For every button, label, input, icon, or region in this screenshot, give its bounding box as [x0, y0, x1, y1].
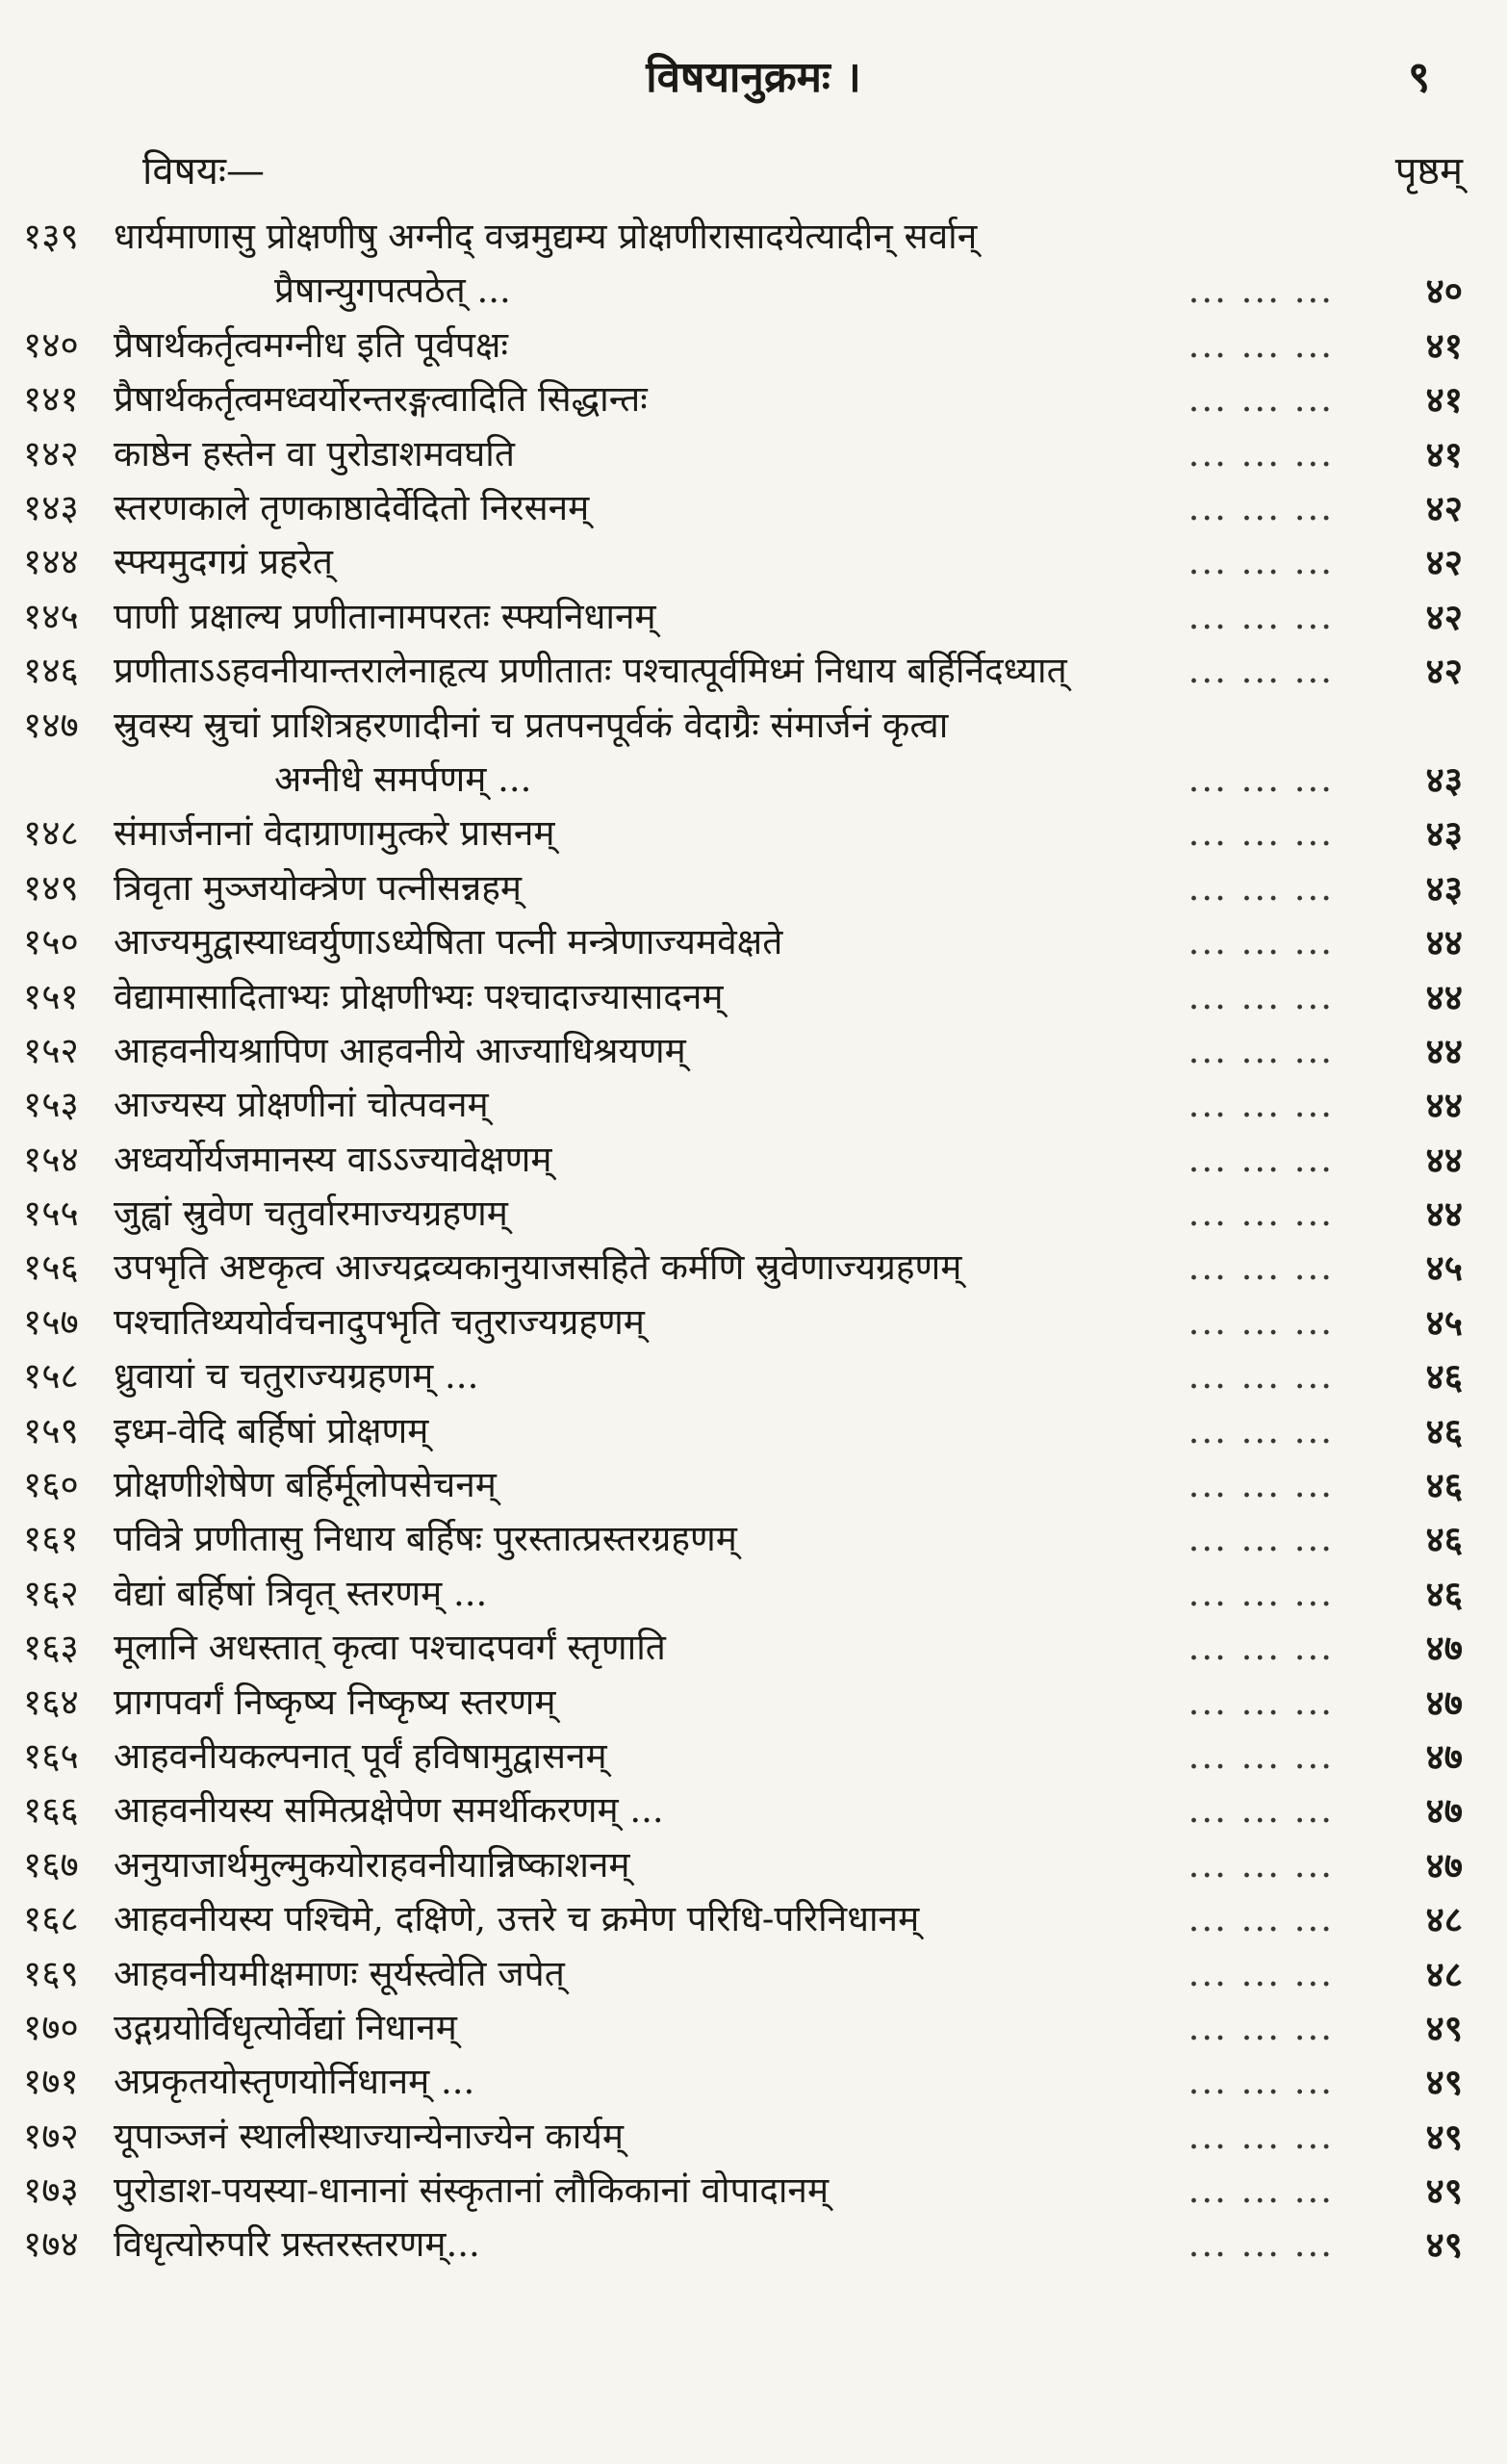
entry-title: पाणी प्रक्षाल्य प्रणीतानामपरतः स्फ्यनिधानम् — [114, 595, 656, 637]
entry-title: अनुयाजार्थमुल्मुकयोराहवनीयान्निष्काशनम् — [114, 1843, 630, 1886]
entry-title: आहवनीयमीक्षमाणः सूर्यस्त्वेति जपेत् — [114, 1952, 565, 1994]
leader-dots: ... ... ... — [1188, 1572, 1334, 1614]
contents-list — [0, 210, 1507, 2272]
leader-dots: ... ... ... — [1188, 1409, 1334, 1451]
contents-entry — [0, 481, 1507, 535]
contents-entry — [0, 1187, 1507, 1241]
entry-title: स्रुवस्य स्रुचां प्राशित्रहरणादीनां च प्रतपनपूर्वकं वेदाग्रैः संमार्जनं कृत्वा — [114, 704, 949, 746]
page-header — [0, 37, 1507, 114]
contents-entry — [0, 1567, 1507, 1621]
entry-number: १७४ — [23, 2223, 79, 2266]
entry-title: प्रोक्षणीशेषेण बर्हिर्मूलोपसेचनम् — [114, 1464, 497, 1506]
entry-page: ४३ — [1425, 812, 1463, 856]
contents-entry — [0, 915, 1507, 969]
entry-number: १७२ — [23, 2115, 79, 2157]
entry-page: ४६ — [1425, 1518, 1463, 1561]
entry-title: आहवनीयस्य समित्प्रक्षेपेण समर्थीकरणम् ... — [114, 1789, 664, 1832]
entry-title: वेद्यां बर्हिषां त्रिवृत् स्तरणम् ... — [114, 1572, 488, 1614]
entry-title: आज्यमुद्वास्याध्वर्युणाऽध्येषिता पत्नी मन्त्रेणाज्यमवेक्षते — [114, 921, 783, 963]
entry-title: पश्चातिथ्ययोर्वचनादुपभृति चतुराज्यग्रहणम् — [114, 1300, 645, 1343]
entry-title-continued: प्रैषान्युगपत्पठेत् ... — [274, 270, 511, 311]
entry-number: १६६ — [23, 1789, 79, 1832]
entry-title: त्रिवृता मुञ्जयोक्त्रेण पत्नीसन्नहम् — [114, 866, 522, 909]
entry-number: १४४ — [23, 541, 79, 583]
entry-page: ४४ — [1425, 1193, 1463, 1236]
entry-page: ४९ — [1425, 2169, 1463, 2213]
entry-page: ४६ — [1425, 1355, 1463, 1399]
leader-dots: ... ... ... — [1188, 378, 1334, 421]
entry-number: १५८ — [23, 1355, 79, 1398]
entry-title: प्रणीताऽऽहवनीयान्तरालेनाहृत्य प्रणीतातः पश्चात्पूर्वमिध्मं निधाय बर्हिर्निदध्यात् — [114, 650, 1067, 692]
entry-title: प्रैषार्थकर्तृत्वमध्वर्योरन्तरङ्गत्वादिति सिद्धान्तः — [114, 378, 648, 421]
entry-page: ४२ — [1425, 486, 1463, 529]
entry-number: १५६ — [23, 1246, 79, 1289]
contents-entry — [0, 1892, 1507, 1946]
entry-number: १६८ — [23, 1898, 79, 1940]
contents-entry — [0, 2001, 1507, 2055]
entry-page: ४९ — [1425, 2006, 1463, 2049]
contents-entry — [0, 1838, 1507, 1892]
entry-number: १४१ — [23, 378, 79, 421]
entry-page: ४२ — [1425, 541, 1463, 584]
entry-number: १६७ — [23, 1843, 79, 1886]
entry-page: ४७ — [1425, 1627, 1463, 1670]
entry-page: ४० — [1425, 270, 1463, 312]
contents-entry — [0, 2164, 1507, 2218]
contents-entry — [0, 1404, 1507, 1458]
entry-page: ४६ — [1425, 1572, 1463, 1615]
leader-dots: ... ... ... — [1188, 1681, 1334, 1723]
contents-entry — [0, 590, 1507, 644]
entry-number: १६४ — [23, 1681, 79, 1723]
page-title: विषयानुक्रमः । — [646, 53, 861, 102]
entry-page: ४४ — [1425, 1138, 1463, 1181]
contents-entry — [0, 2218, 1507, 2272]
entry-number: १६२ — [23, 1572, 79, 1614]
entry-page: ४१ — [1425, 323, 1463, 367]
entry-page: ४४ — [1425, 975, 1463, 1018]
leader-dots: ... ... ... — [1188, 812, 1334, 855]
entry-page: ४१ — [1425, 432, 1463, 475]
leader-dots: ... ... ... — [1188, 2061, 1334, 2103]
leader-dots: ... ... ... — [1188, 432, 1334, 475]
entry-number: १६५ — [23, 1734, 79, 1777]
entry-page: ४९ — [1425, 2061, 1463, 2104]
entry-number: १६१ — [23, 1518, 79, 1560]
leader-dots: ... ... ... — [1188, 1246, 1334, 1289]
leader-dots: ... ... ... — [1188, 1627, 1334, 1669]
entry-number: १६३ — [23, 1627, 79, 1669]
entry-title: धार्यमाणासु प्रोक्षणीषु अग्नीद् वज्रमुद्यम्य प्रोक्षणीरासादयेत्यादीन् सर्वान् — [114, 216, 978, 257]
entry-title: वेद्यामासादिताभ्यः प्रोक्षणीभ्यः पश्चादाज्यासादनम् — [114, 975, 724, 1017]
entry-number: १७३ — [23, 2169, 79, 2212]
entry-title: अप्रकृतयोस्तृणयोर्निधानम् ... — [114, 2061, 475, 2103]
entry-page: ४३ — [1425, 757, 1463, 801]
entry-title: पुरोडाश-पयस्या-धानानां संस्कृतानां लौकिकानां वोपादानम् — [114, 2169, 830, 2212]
contents-entry — [0, 1512, 1507, 1566]
column-headers — [0, 142, 1507, 200]
entry-page: ४६ — [1425, 1464, 1463, 1507]
entry-title: आज्यस्य प्रोक्षणीनां चोत्पवनम् — [114, 1084, 489, 1126]
leader-dots: ... ... ... — [1188, 650, 1334, 692]
entry-page: ४९ — [1425, 2223, 1463, 2267]
leader-dots: ... ... ... — [1188, 2169, 1334, 2212]
contents-entry — [0, 1024, 1507, 1078]
contents-entry — [0, 1730, 1507, 1784]
entry-title: प्रागपवर्गं निष्कृष्य निष्कृष्य स्तरणम् — [114, 1681, 556, 1723]
leader-dots: ... ... ... — [1188, 1789, 1334, 1832]
entry-title: प्रैषार्थकर्तृत्वमग्नीध इति पूर्वपक्षः — [114, 323, 508, 366]
entry-number: १४३ — [23, 486, 79, 528]
entry-title: ध्रुवायां च चतुराज्यग्रहणम् ... — [114, 1355, 479, 1398]
entry-title: उद्गग्रयोर्विधृत्योर्वेद्यां निधानम् — [114, 2006, 457, 2048]
leader-dots: ... ... ... — [1188, 1843, 1334, 1886]
entry-number: १४५ — [23, 595, 79, 637]
entry-title: आहवनीयश्रापिण आहवनीये आज्याधिश्रयणम् — [114, 1029, 686, 1071]
leader-dots: ... ... ... — [1188, 1898, 1334, 1940]
entry-title: आहवनीयकल्पनात् पूर्वं हविषामुद्वासनम् — [114, 1734, 607, 1777]
leader-dots: ... ... ... — [1188, 975, 1334, 1017]
entry-page: ४७ — [1425, 1843, 1463, 1886]
entry-number: १५१ — [23, 975, 79, 1017]
contents-entry — [0, 1241, 1507, 1295]
entry-page: ४७ — [1425, 1789, 1463, 1833]
entry-number: १५४ — [23, 1138, 79, 1180]
contents-entry — [0, 970, 1507, 1024]
page-column-header: पृष्ठम् — [1394, 149, 1463, 193]
contents-entry — [0, 1349, 1507, 1403]
entry-page: ४८ — [1425, 1952, 1463, 1995]
contents-entry — [0, 1078, 1507, 1132]
entry-number: १७१ — [23, 2061, 79, 2103]
leader-dots: ... ... ... — [1188, 595, 1334, 637]
entry-title: काष्ठेन हस्तेन वा पुरोडाशमवघति — [114, 432, 515, 475]
contents-entry — [0, 319, 1507, 372]
entry-title: पवित्रे प्रणीतासु निधाय बर्हिषः पुरस्तात्प्रस्तरग्रहणम् — [114, 1518, 737, 1560]
entry-title: संमार्जनानां वेदाग्राणामुत्करे प्रासनम् — [114, 812, 555, 855]
entry-page: ४४ — [1425, 1029, 1463, 1072]
entry-title-continued: अग्नीधे समर्पणम् ... — [274, 757, 532, 800]
page-number: ९ — [1408, 53, 1430, 102]
leader-dots: ... ... ... — [1188, 2006, 1334, 2048]
contents-entry — [0, 1458, 1507, 1512]
entry-title: स्तरणकाले तृणकाष्ठादेर्वेदितो निरसनम् — [114, 486, 590, 528]
entry-page: ४२ — [1425, 650, 1463, 693]
entry-number: १५७ — [23, 1300, 79, 1343]
leader-dots: ... ... ... — [1188, 866, 1334, 909]
entry-page: ४३ — [1425, 866, 1463, 910]
entry-title: इध्म-वेदि बर्हिषां प्रोक्षणम् — [114, 1409, 429, 1451]
entry-title: विधृत्योरुपरि प्रस्तरस्तरणम्... — [114, 2223, 480, 2266]
leader-dots: ... ... ... — [1188, 1734, 1334, 1777]
contents-entry — [0, 1621, 1507, 1675]
entry-number: १४० — [23, 323, 79, 366]
entry-title: आहवनीयस्य पश्चिमे, दक्षिणे, उत्तरे च क्रमेण परिधि-परिनिधानम् — [114, 1898, 920, 1940]
leader-dots: ... ... ... — [1188, 1084, 1334, 1126]
entry-page: ४५ — [1425, 1300, 1463, 1344]
leader-dots: ... ... ... — [1188, 323, 1334, 366]
contents-entry — [0, 807, 1507, 860]
leader-dots: ... ... ... — [1188, 270, 1334, 311]
entry-number: १४६ — [23, 650, 79, 692]
entry-page: ४९ — [1425, 2115, 1463, 2158]
contents-entry — [0, 210, 1507, 319]
entry-number: १६९ — [23, 1952, 79, 1994]
contents-entry — [0, 1296, 1507, 1349]
leader-dots: ... ... ... — [1188, 1138, 1334, 1180]
contents-entry — [0, 1676, 1507, 1730]
leader-dots: ... ... ... — [1188, 2223, 1334, 2266]
entry-number: १५३ — [23, 1084, 79, 1126]
leader-dots: ... ... ... — [1188, 1464, 1334, 1506]
entry-number: १५५ — [23, 1193, 79, 1235]
contents-entry — [0, 699, 1507, 808]
entry-number: १३९ — [23, 216, 79, 257]
contents-entry — [0, 861, 1507, 915]
leader-dots: ... ... ... — [1188, 921, 1334, 963]
leader-dots: ... ... ... — [1188, 1029, 1334, 1071]
entry-number: १५९ — [23, 1409, 79, 1451]
leader-dots: ... ... ... — [1188, 757, 1334, 800]
entry-number: १५० — [23, 921, 79, 963]
entry-page: ४७ — [1425, 1681, 1463, 1724]
leader-dots: ... ... ... — [1188, 2115, 1334, 2157]
entry-number: १४८ — [23, 812, 79, 855]
entry-page: ४७ — [1425, 1734, 1463, 1778]
entry-title: अध्वर्योर्यजमानस्य वाऽऽज्यावेक्षणम् — [114, 1138, 552, 1180]
subject-column-header: विषयः— — [142, 149, 265, 193]
contents-entry — [0, 644, 1507, 698]
entry-number: १५२ — [23, 1029, 79, 1071]
entry-number: १४७ — [23, 704, 79, 746]
entry-page: ४२ — [1425, 595, 1463, 638]
entry-title: यूपाञ्जनं स्थालीस्थाज्यान्येनाज्येन कार्यम् — [114, 2115, 624, 2157]
contents-entry — [0, 372, 1507, 426]
entry-page: ४८ — [1425, 1898, 1463, 1941]
entry-page: ४४ — [1425, 1084, 1463, 1127]
contents-entry — [0, 427, 1507, 481]
leader-dots: ... ... ... — [1188, 1193, 1334, 1235]
entry-title: उपभृति अष्टकृत्व आज्यद्रव्यकानुयाजसहिते कर्मणि स्रुवेणाज्यग्रहणम् — [114, 1246, 962, 1289]
contents-entry — [0, 1784, 1507, 1837]
contents-entry — [0, 535, 1507, 589]
contents-entry — [0, 2110, 1507, 2164]
entry-number: १४२ — [23, 432, 79, 475]
entry-title: जुह्वां स्रुवेण चतुर्वारमाज्यग्रहणम् — [114, 1193, 508, 1235]
entry-title: मूलानि अधस्तात् कृत्वा पश्चादपवर्गं स्तृणाति — [114, 1627, 666, 1669]
entry-number: १४९ — [23, 866, 79, 909]
leader-dots: ... ... ... — [1188, 1518, 1334, 1560]
entry-page: ४१ — [1425, 378, 1463, 422]
entry-number: १७० — [23, 2006, 79, 2048]
contents-entry — [0, 1133, 1507, 1187]
leader-dots: ... ... ... — [1188, 1952, 1334, 1994]
entry-title: स्फ्यमुदगग्रं प्रहरेत् — [114, 541, 333, 583]
leader-dots: ... ... ... — [1188, 1300, 1334, 1343]
contents-entry — [0, 2055, 1507, 2109]
leader-dots: ... ... ... — [1188, 541, 1334, 583]
entry-page: ४४ — [1425, 921, 1463, 964]
entry-number: १६० — [23, 1464, 79, 1506]
entry-page: ४५ — [1425, 1246, 1463, 1290]
leader-dots: ... ... ... — [1188, 1355, 1334, 1398]
entry-page: ४६ — [1425, 1409, 1463, 1452]
contents-entry — [0, 1947, 1507, 2001]
leader-dots: ... ... ... — [1188, 486, 1334, 528]
